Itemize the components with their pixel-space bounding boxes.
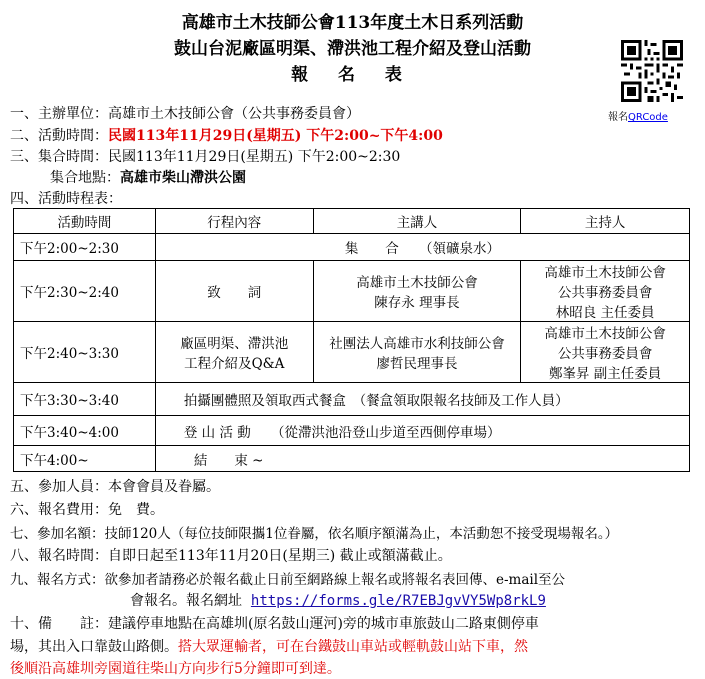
registration-url-line: [130, 590, 546, 610]
event-time-label: 二、活動時間：: [10, 128, 108, 144]
row-content: [155, 322, 313, 383]
row-speaker: [313, 322, 521, 383]
header-speaker: 主講人: [313, 209, 521, 234]
row-time: 下午2:40~3:30: [14, 322, 156, 383]
speaker-name: 廖哲民理事長: [376, 356, 458, 372]
table-row: [14, 446, 690, 472]
schedule-heading: 四、活動時程表：: [10, 191, 122, 207]
registration-url-prefix: 會報名。報名網址: [130, 593, 242, 609]
registration-method-line: 九、報名方式：欲參加者請務必於報名截止日前至網路線上報名或將報名表回傳、e-mail至公: [10, 572, 566, 588]
gather-place-value: 高雄市柴山滯洪公園: [120, 170, 246, 186]
schedule-table: [13, 208, 690, 472]
table-row: [14, 416, 690, 446]
host-org: 高雄市土木技師公會: [544, 265, 666, 281]
speaker-name: 陳存永 理事長: [374, 295, 460, 311]
participants-line: 五、參加人員：本會會員及眷屬。: [10, 479, 220, 495]
qrcode-icon: [621, 40, 683, 102]
remarks-parking: 場，其出入口靠鼓山路側。: [10, 639, 178, 655]
qrcode-label: [608, 108, 668, 123]
row-content: 致 詞: [155, 261, 313, 322]
host-name: 林昭良 主任委員: [555, 305, 655, 321]
qrcode-label-prefix: 報名: [608, 112, 628, 123]
remarks-transit: 搭大眾運輸者，可在台鐵鼓山車站或輕軌鼓山站下車，然: [178, 639, 528, 655]
table-row: [14, 234, 690, 261]
remarks-line-2: [10, 636, 528, 656]
host-committee: 公共事務委員會: [557, 346, 653, 362]
header-time: 活動時間: [14, 209, 156, 234]
row-host: [521, 322, 690, 383]
header-content: 行程內容: [155, 209, 313, 234]
row-content: 拍攝團體照及領取西式餐盒 （餐盒領取限報名技師及工作人員）: [155, 383, 689, 416]
row-host: [521, 261, 690, 322]
host-name: 鄭峯昇 副主任委員: [548, 366, 662, 382]
content-line-1: 廠區明渠、滯洪池: [180, 336, 289, 352]
registration-time-line: 八、報名時間：自即日起至113年11月20日(星期三) 截止或額滿截止。: [10, 548, 452, 564]
host-org: 高雄市土木技師公會: [544, 326, 666, 342]
remarks-line-1: 十、備 註：建議停車地點在高雄圳(原名鼓山運河)旁的城市車旅鼓山二路東側停車: [10, 616, 539, 632]
header-host: 主持人: [521, 209, 690, 234]
title-line-3: 報 名 表: [291, 65, 414, 85]
row-time: 下午3:30~3:40: [14, 383, 156, 416]
row-content: 結 束 ~: [155, 446, 689, 472]
qrcode-link[interactable]: QRCode: [628, 112, 668, 123]
row-content: 登 山 活 動 （從滯洪池沿登山步道至西側停車場）: [155, 416, 689, 446]
event-time-line: [10, 125, 443, 145]
table-row: [14, 383, 690, 416]
gather-place-line: [50, 167, 246, 187]
row-speaker: [313, 261, 521, 322]
gather-place-label: 集合地點：: [50, 170, 120, 186]
remarks-line-3: 後順沿高雄圳旁園道往柴山方向步行5分鐘即可到達。: [10, 661, 341, 677]
table-row: [14, 322, 690, 383]
row-time: 下午2:30~2:40: [14, 261, 156, 322]
speaker-org: 社團法人高雄市水利技師公會: [329, 336, 505, 352]
fee-line: 六、報名費用：免 費。: [10, 502, 164, 518]
row-time: 下午4:00~: [14, 446, 156, 472]
speaker-org: 高雄市土木技師公會: [356, 275, 478, 291]
table-row: [14, 261, 690, 322]
content-line-2: 工程介紹及Q&A: [184, 356, 285, 372]
event-time-value: 民國113年11月29日(星期五) 下午2:00~下午4:00: [108, 128, 443, 144]
title-line-2: 鼓山台泥廠區明渠、滯洪池工程介紹及登山活動: [174, 39, 531, 59]
row-time: 下午3:40~4:00: [14, 416, 156, 446]
title-line-1: 高雄市土木技師公會113年度土木日系列活動: [181, 13, 524, 33]
gather-time-line: 三、集合時間：民國113年11月29日(星期五) 下午2:00~2:30: [10, 149, 401, 165]
quota-line: 七、參加名額：技師120人（每位技師限攜1位眷屬，依名順序額滿為止，本活動恕不接受現場報名。）: [10, 526, 619, 542]
host-committee: 公共事務委員會: [557, 285, 653, 301]
registration-url-link[interactable]: https://forms.gle/R7EBJgvVY5Wp8rkL9: [250, 593, 546, 609]
organizer-line: 一、主辦單位：高雄市土木技師公會（公共事務委員會）: [10, 106, 360, 122]
row-content: 集 合 （領礦泉水）: [155, 234, 689, 261]
table-header-row: [14, 209, 690, 234]
row-time: 下午2:00~2:30: [14, 234, 156, 261]
